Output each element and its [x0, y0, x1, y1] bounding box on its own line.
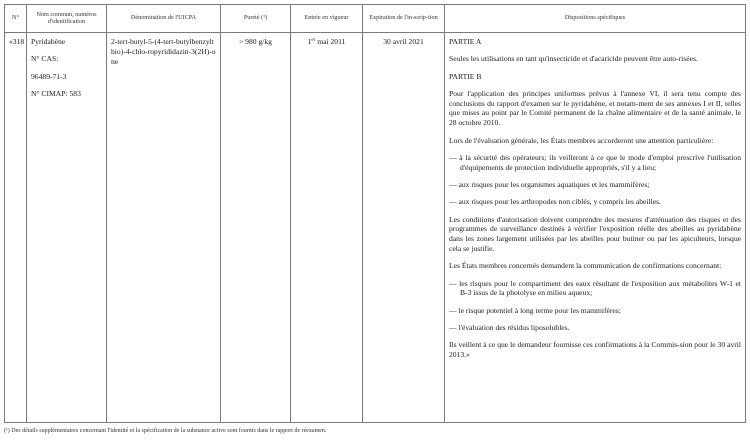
provision-list-item: — les risques pour le compartiment des eaux résultant de l'exposition aux métabolites W-1 et B-3 issus de la photolyse en milieu aqueux;	[449, 278, 741, 298]
provision-list-item: — à la sécurité des opérateurs; ils veilleront à ce que le mode d'emploi prescrive l'utilisation d'équipements de protection individuelle appropriés, s'il y a lieu;	[449, 152, 741, 172]
header-purity: Pureté (¹)	[221, 5, 291, 33]
entry-month-year: mai 2011	[317, 37, 346, 46]
cell-no: «318	[5, 33, 27, 423]
provision-list-item: — aux risques pour les organismes aquatiques et les mammifères;	[449, 179, 650, 189]
provision-list-item: — l'évaluation des résidus liposolubles.	[449, 322, 570, 332]
provision-paragraph: Seules les utilisations en tant qu'insecticide et d'acaricide peuvent être auto-risées.	[449, 54, 698, 64]
provision-paragraph: Lors de l'évaluation générale, les États membres accorderont une attention particulière:	[449, 135, 714, 145]
cimap-number: N° CIMAP: 583	[31, 88, 81, 98]
cell-purity: > 980 g/kg	[221, 33, 291, 423]
cell-entry-into-force	[291, 33, 363, 423]
cas-label: N° CAS:	[31, 54, 59, 64]
provision-paragraph: Pour l'application des principes uniformes prévus à l'annexe VI, il sera tenu compte des conclusions du rapport d'examen sur le pyridabène, et notam-ment de ses annexes I et II, telles que mises au point par le Comité permanent de la chaîne alimentaire et de la santé animale, le 28 octobre 2010.	[449, 88, 741, 128]
provision-list-item: — le risque potentiel à long terme pour les mammifères;	[449, 305, 621, 315]
header-no: N°	[5, 5, 27, 33]
cell-expiry: 30 avril 2021	[363, 33, 445, 423]
table-header-row	[5, 5, 746, 33]
provision-part-a-heading: PARTIE A	[449, 37, 482, 46]
provision-paragraph: Les États membres concernés demandent la communication de confirmations concernant:	[449, 261, 722, 271]
footnote: (¹) Des détails supplémentaires concernant l'identité et la spécification de la substance active sont fournis dans le rapport de réexamen.	[4, 428, 327, 434]
substances-table	[4, 4, 746, 423]
cell-specific-provisions	[445, 33, 746, 423]
provision-part-b-heading: PARTIE B	[449, 71, 482, 81]
cell-iupac: 2-tert-butyl-5-(4-tert-butylbenzylthio)-4-chlo-ropyrididazin-3(2H)-one	[107, 33, 221, 423]
entry-day-suffix: er	[311, 38, 316, 43]
header-expiry: Expiration de l'in-scrip-tion	[363, 5, 445, 33]
entry-day: 1	[307, 37, 312, 46]
table-row	[5, 33, 746, 423]
header-common-name: Nom commun, numéros d'identification	[27, 5, 107, 33]
substance-name: Pyridabène	[31, 37, 66, 46]
header-specific-provisions: Dispositions spécifiques	[445, 5, 746, 33]
cell-common-name	[27, 33, 107, 423]
provision-list-item: — aux risques pour les arthropodes non ciblés, y compris les abeilles.	[449, 197, 661, 207]
header-entry-into-force: Entrée en vigueur	[291, 5, 363, 33]
cas-number: 96489-71-3	[31, 71, 67, 81]
provision-paragraph: Ils veillent à ce que le demandeur fournisse ces confirmations à la Commis-sion pour le 30 avril 2013.»	[449, 340, 741, 360]
header-iupac: Dénomination de l'UICPA	[107, 5, 221, 33]
provision-paragraph: Les conditions d'autorisation doivent comprendre des mesures d'atténuation des risques et des programmes de surveillance destinés à vérifier l'exposition réelle des abeilles au pyridabène dans les zones largement utilisées par les abeilles pour butiner ou par les apiculteurs, lorsque cela se justifie.	[449, 214, 741, 253]
